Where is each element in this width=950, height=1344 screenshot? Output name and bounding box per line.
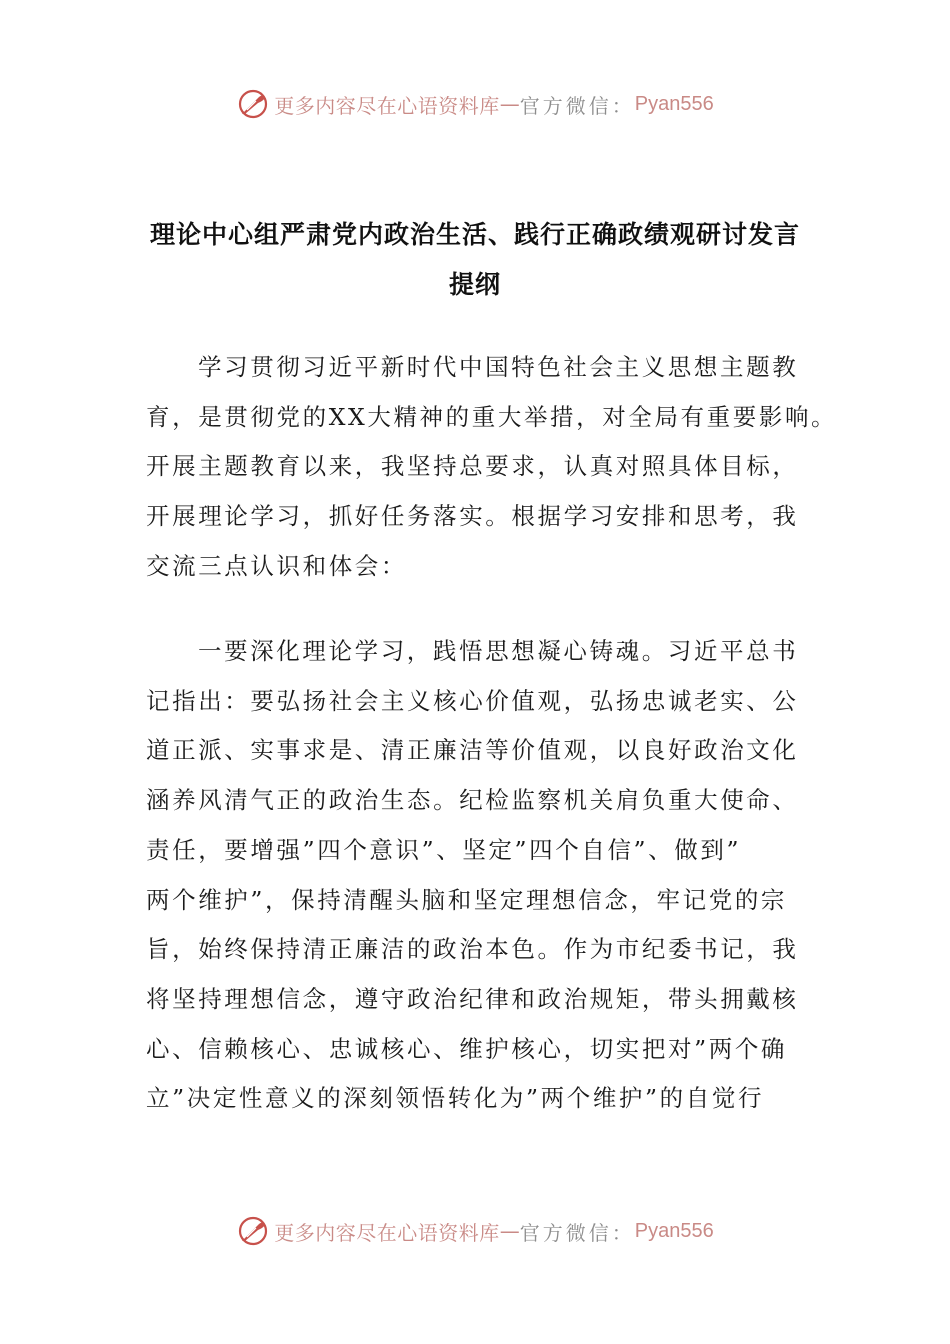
watermark-wechat-id: Pyan556 [634,92,714,115]
watermark-official-label: 官方微信： [519,1220,635,1245]
paragraph-line: 育，是贯彻党的XX大精神的重大举措，对全局有重要影响。 [146,402,838,431]
watermark-dash: — [499,92,520,116]
paragraph-line: 一要深化理论学习，践悟思想凝心铸魂。习近平总书 [198,637,799,665]
paragraph-line: 开展主题教育以来，我坚持总要求，认真对照具体目标， [146,452,799,481]
paragraph-point-one [146,627,826,1124]
watermark-dash: — [499,1219,520,1243]
watermark-official-label: 官方微信： [519,93,635,118]
document-title [0,210,950,310]
paragraph-line: 心、信赖核心、忠诚核心、维护核心，切实把对”两个确 [146,1034,788,1063]
footer-watermark [0,1211,950,1251]
paragraph-line: 记指出：要弘扬社会主义核心价值观，弘扬忠诚老实、公 [146,686,799,715]
watermark-main-text: 更多内容尽在心语资料库 [274,93,500,118]
quill-pen-logo-icon [236,87,270,121]
paragraph-line: 开展理论学习，抓好任务落实。根据学习安排和思考，我 [146,502,799,531]
title-line: 提纲 [448,270,501,299]
paragraph-line: 交流三点认识和体会： [146,551,407,580]
paragraph-line: 学习贯彻习近平新时代中国特色社会主义思想主题教 [198,353,799,381]
watermark-wechat-id: Pyan556 [634,1219,714,1242]
paragraph-line: 立”决定性意义的深刻领悟转化为”两个维护”的自觉行 [146,1084,765,1113]
paragraph-intro [146,343,838,592]
header-watermark [0,84,950,124]
paragraph-line: 两个维护”，保持清醒头脑和坚定理想信念，牢记党的宗 [146,885,788,914]
paragraph-line: 涵养风清气正的政治生态。纪检监察机关肩负重大使命、 [146,786,799,815]
quill-pen-logo-icon [236,1214,270,1248]
paragraph-line: 道正派、实事求是、清正廉洁等价值观，以良好政治文化 [146,736,799,765]
watermark-main-text: 更多内容尽在心语资料库 [274,1220,500,1245]
paragraph-line: 责任，要增强”四个意识”、坚定”四个自信”、做到” [146,835,742,864]
paragraph-line: 将坚持理想信念，遵守政治纪律和政治规矩，带头拥戴核 [146,984,799,1013]
title-line: 理论中心组严肃党内政治生活、践行正确政绩观研讨发言 [149,220,800,249]
paragraph-line: 旨，始终保持清正廉洁的政治本色。作为市纪委书记，我 [146,935,799,964]
